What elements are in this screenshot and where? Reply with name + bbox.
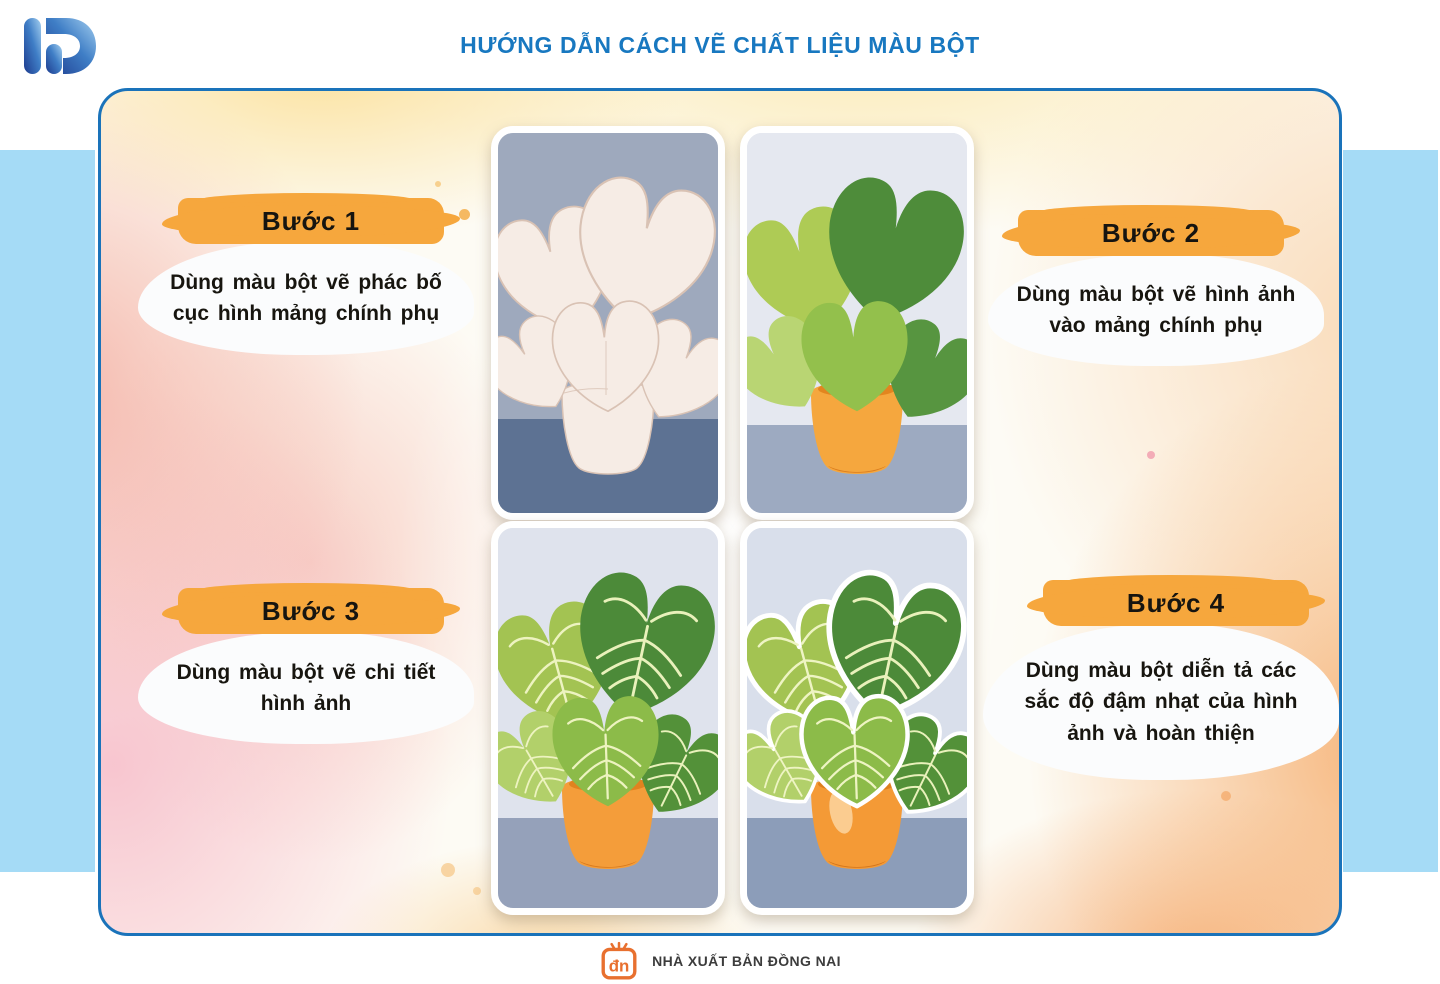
- step-4-label-badge: [1043, 580, 1309, 626]
- svg-text:đn: đn: [608, 956, 630, 976]
- step-4-description: Dùng màu bột diễn tả các sắc độ đậm nhạt của hình ảnh và hoàn thiện: [1024, 658, 1298, 745]
- step-4-label: Bước 4: [1126, 587, 1226, 618]
- paint-splatter: [459, 209, 470, 220]
- step-2-description-bubble: [988, 254, 1324, 366]
- step-2-description: Dùng màu bột vẽ hình ảnh vào mảng chính phụ: [1016, 282, 1296, 337]
- step-4-description-bubble: [983, 624, 1339, 780]
- right-accent-band: [1343, 150, 1438, 872]
- paint-splatter: [1221, 791, 1231, 801]
- step-3-label-badge: [178, 588, 444, 634]
- step-3-label: Bước 3: [261, 595, 361, 626]
- step-1-description: Dùng màu bột vẽ phác bố cục hình mảng chính phụ: [170, 270, 442, 325]
- step-1-label: Bước 1: [261, 205, 361, 236]
- content-card: [98, 88, 1342, 936]
- publisher-logo-icon: [599, 941, 639, 981]
- step-4-painting-image: [740, 521, 974, 915]
- paint-splatter: [473, 887, 481, 895]
- step-1-label-badge: [178, 198, 444, 244]
- step-2-label: Bước 2: [1101, 217, 1201, 248]
- page-title: HƯỚNG DẪN CÁCH VẼ CHẤT LIỆU MÀU BỘT: [460, 32, 980, 58]
- paint-splatter: [435, 181, 441, 187]
- paint-splatter: [1147, 451, 1155, 459]
- step-1-description-bubble: [138, 241, 474, 355]
- step-2-label-badge: [1018, 210, 1284, 256]
- paint-splatter: [441, 863, 455, 877]
- step-3-painting-image: [491, 521, 725, 915]
- step-2-painting-image: [740, 126, 974, 520]
- step-3-description-bubble: [138, 632, 474, 744]
- step-1-painting-image: [491, 126, 725, 520]
- publisher-name: NHÀ XUẤT BẢN ĐỒNG NAI: [652, 953, 841, 969]
- footer: [0, 938, 1440, 984]
- left-accent-band: [0, 150, 95, 872]
- step-3-description: Dùng màu bột vẽ chi tiết hình ảnh: [176, 660, 436, 715]
